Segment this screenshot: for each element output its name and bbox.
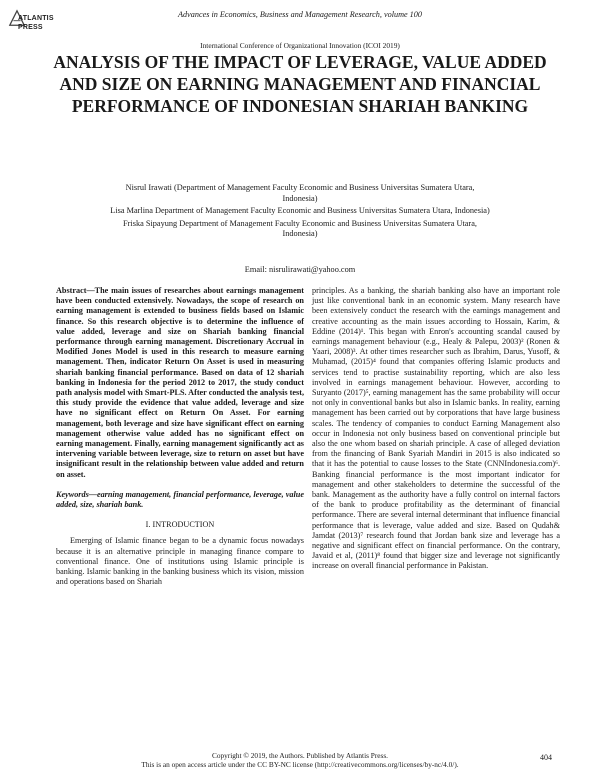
conference-name: International Conference of Organizational Innovation (ICOI 2019) — [200, 41, 400, 50]
author-affiliation: Nisrul Irawati (Department of Management Faculty Economic and Business Universitas Sumatera Utara, Indonesia) — [125, 183, 475, 203]
page-number: 404 — [540, 753, 552, 762]
license-line: This is an open access article under the CC BY-NC license (http://creativecommons.org/licenses/by-nc/4.0/). — [141, 760, 459, 769]
left-column — [56, 286, 304, 587]
paper-title: ANALYSIS OF THE IMPACT OF LEVERAGE, VALUE ADDED AND SIZE ON EARNING MANAGEMENT AND FINANCIAL PERFORMANCE OF INDONESIAN SHARIAH BANKING — [53, 52, 547, 116]
logo-text-line2: PRESS — [18, 24, 43, 31]
author-affiliation: Lisa Marlina Department of Management Faculty Economic and Business Universitas Sumatera Utara, Indonesia) — [110, 206, 490, 216]
abstract: Abstract—The main issues of researches about earnings management have been conducted extensively. Nowadays, the scope of research on earning management is extended to business fields based on Islamic finance. So this research objective is to determine the influence of value added, leverage and size on Shariah banking financial performance through earning management. Discretionary Accrual in Modified Jones Model is used in this research to measure earning management. Then, indicator Return On Asset is used in measuring shariah banking financial performance. Based on data of 12 shariah banking in Indonesia for the period 2012 to 2017, the study conduct path analysis model with Smart-PLS. After conducted the analysis test, this study provide the evidence that value added, leverage and size have no significant effect on Return On Asset. For earning management, both leverage and size have significant effect on earning management otherwise value added has no significant effect on earning management. Finally, earning management significantly act as intervening variable between leverage, size to return on asset but have insignificant result in the relationship between value added and return on asset. — [56, 286, 304, 479]
copyright-footer — [0, 751, 600, 769]
journal-header: Advances in Economics, Business and Management Research, volume 100 — [178, 10, 422, 19]
author-email: Email: nisrulirawati@yahoo.com — [244, 265, 356, 274]
logo-text-line1: ATLANTIS — [18, 15, 54, 22]
introduction-paragraph: Emerging of Islamic finance began to be a dynamic focus nowadays because it is an alternative principle in managing finance compare to conventional finance. One of institutions using Islamic principle is banking. Islamic banking in the banking business which its vision, mission and operations based on Shariah — [56, 536, 304, 587]
right-column — [312, 286, 560, 572]
copyright-line: Copyright © 2019, the Authors. Published by Atlantis Press. — [211, 751, 388, 760]
introduction-continued: principles. As a banking, the shariah banking also have an important role just like conventional bank in an economic system. Many research have been extensively conduct the research with the earnings management and creative accounting as the main issues according to Hossain, Karim, & Eddine (2014)¹. This began with Enron's accounting scandal caused by earnings management behaviour (e.g., Healy & Palepu, 2003)² (Ronen & Yaari, 2008)³. At other times researcher such as Ibrahim, Darus, Yusoff, & Muhamad, (2015)⁴ found that companies offering Islamic products and services tend to practise sustainability reporting, which are also less involved in earnings management behaviour. However, according to Suryanto (2017)⁵, earning management has the same probability will occur not only in conventional banks but also in Islamic banks. In reality, earning management has been carried out by corporations that have large business scales. The tendency of companies to conduct Earning Management also occur in Indonesia not only business based on conventional principle but also the one whom based on shariah principle. A case of alleged deviation from the financing of Bank Syariah Mandiri in 2015 is also indicated so that it has the potential to cause losses to the State (CNNIndonesia.com)⁶. Banking financial performance is the most important indicator for management and other stakeholders to determine the successful of the bank. Management as the authority have a fully control on internal factors of the bank to produce profitability as the determinant of financial performance. There are several internal determinant that influence financial performance that is leverage, value added and size. Based on Qudah& Jamdat (2013)⁷ research found that Jordan bank size and leverage has a negative and significant effect on financial performance. On the contrary, Javaid et al, (2011)⁸ found that bigger size and leverage not significantly increase on overall financial performance in Pakistan. — [312, 286, 560, 571]
author-list — [110, 183, 490, 242]
author-affiliation: Friska Sipayung Department of Management Faculty Economic and Business Universitas Sumatera Utara, Indonesia) — [123, 218, 477, 239]
section-heading-introduction: I. INTRODUCTION — [145, 520, 215, 530]
keywords: Keywords—earning management, financial performance, leverage, value added, size, shariah bank. — [56, 489, 304, 510]
